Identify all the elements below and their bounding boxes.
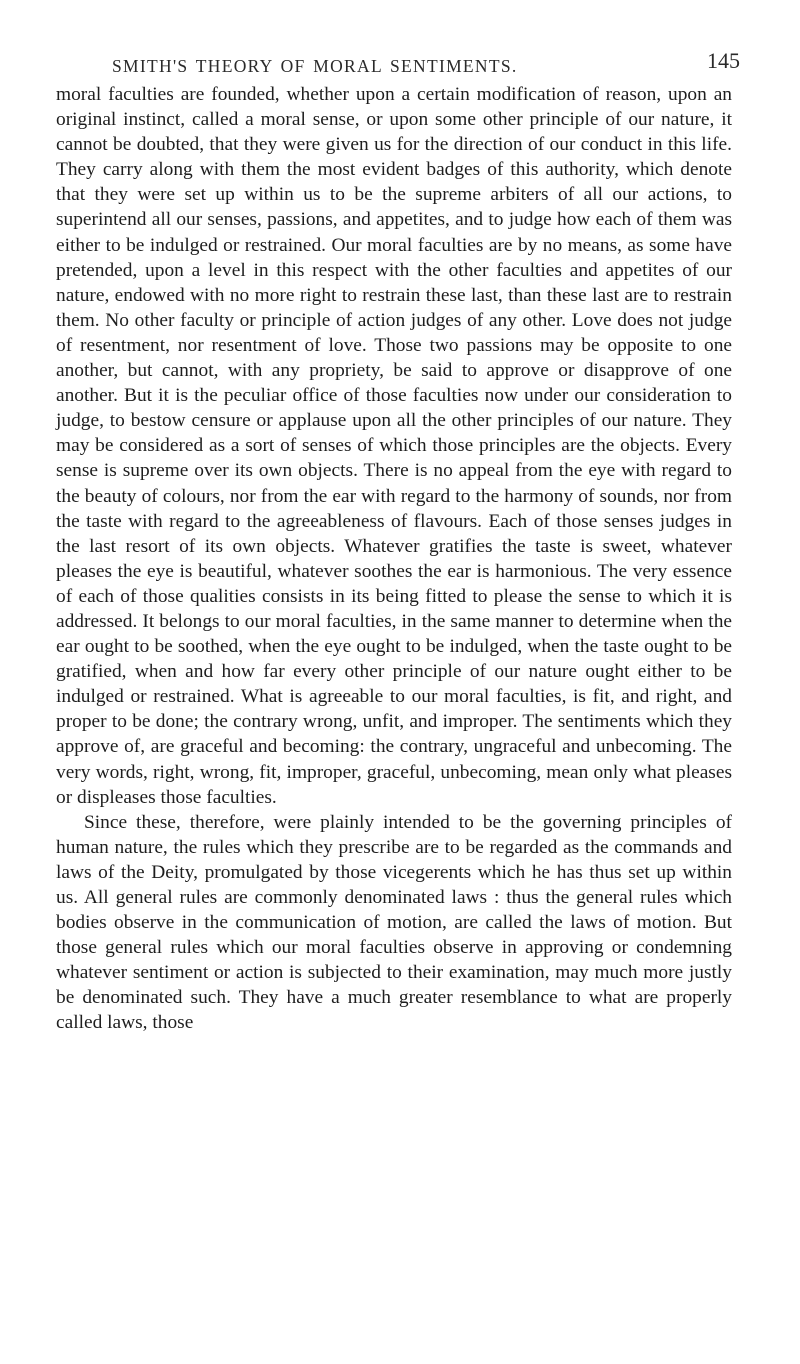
body-text xyxy=(56,82,732,1036)
paragraph-moral-faculties: moral faculties are founded, whether upon a certain modification of reason, upon an original instinct, called a moral sense, or upon some other principle of our nature, it cannot be doubted, that they were given us for the direction of our conduct in this life. They carry along with them the most evident badges of this authority, which denote that they were set up within us to be the supreme arbiters of all our actions, to superintend all our senses, passions, and appetites, and to judge how each of them was either to be indulged or restrained. Our moral faculties are by no means, as some have pretended, upon a level in this respect with the other faculties and appetites of our nature, endowed with no more right to restrain these last, than these last are to restrain them. No other faculty or principle of action judges of any other. Love does not judge of resentment, nor resentment of love. Those two passions may be opposite to one another, but cannot, with any propriety, be said to approve or disapprove of one another. But it is the peculiar office of those faculties now under our consideration to judge, to bestow censure or applause upon all the other principles of our nature. They may be considered as a sort of senses of which those principles are the objects. Every sense is supreme over its own objects. There is no appeal from the eye with regard to the beauty of colours, nor from the ear with regard to the harmony of sounds, nor from the taste with regard to the agreeableness of flavours. Each of those senses judges in the last resort of its own objects. Whatever gratifies the taste is sweet, whatever pleases the eye is beautiful, whatever soothes the ear is harmonious. The very essence of each of those qualities consists in its being fitted to please the sense to which it is addressed. It belongs to our moral faculties, in the same manner to determine when the ear ought to be soothed, when the eye ought to be indulged, when the taste ought to be gratified, when and how far every other principle of our nature ought either to be indulged or restrained. What is agreeable to our moral faculties, is fit, and right, and proper to be done; the contrary wrong, unfit, and improper. The sentiments which they approve of, are graceful and becoming: the contrary, ungraceful and unbecoming. The very words, right, wrong, fit, improper, graceful, unbecoming, mean only what pleases or displeases those faculties. xyxy=(56,84,732,808)
running-title: SMITH'S THEORY OF MORAL SENTIMENTS. xyxy=(112,56,518,76)
paragraph-governing-principles: Since these, therefore, were plainly intended to be the governing principles of human nature, the rules which they prescribe are to be regarded as the commands and laws of the Deity, promulgated by those vicegerents which he has thus set up within us. All general rules are commonly denominated laws : thus the general rules which bodies observe in the communication of motion, are called the laws of motion. But those general rules which our moral faculties observe in approving or condemning whatever sentiment or action is subjected to their examination, may much more justly be denominated such. They have a much greater resemblance to what are properly called laws, those xyxy=(56,811,732,1034)
running-head xyxy=(56,46,740,82)
page-number: 145 xyxy=(707,48,740,73)
